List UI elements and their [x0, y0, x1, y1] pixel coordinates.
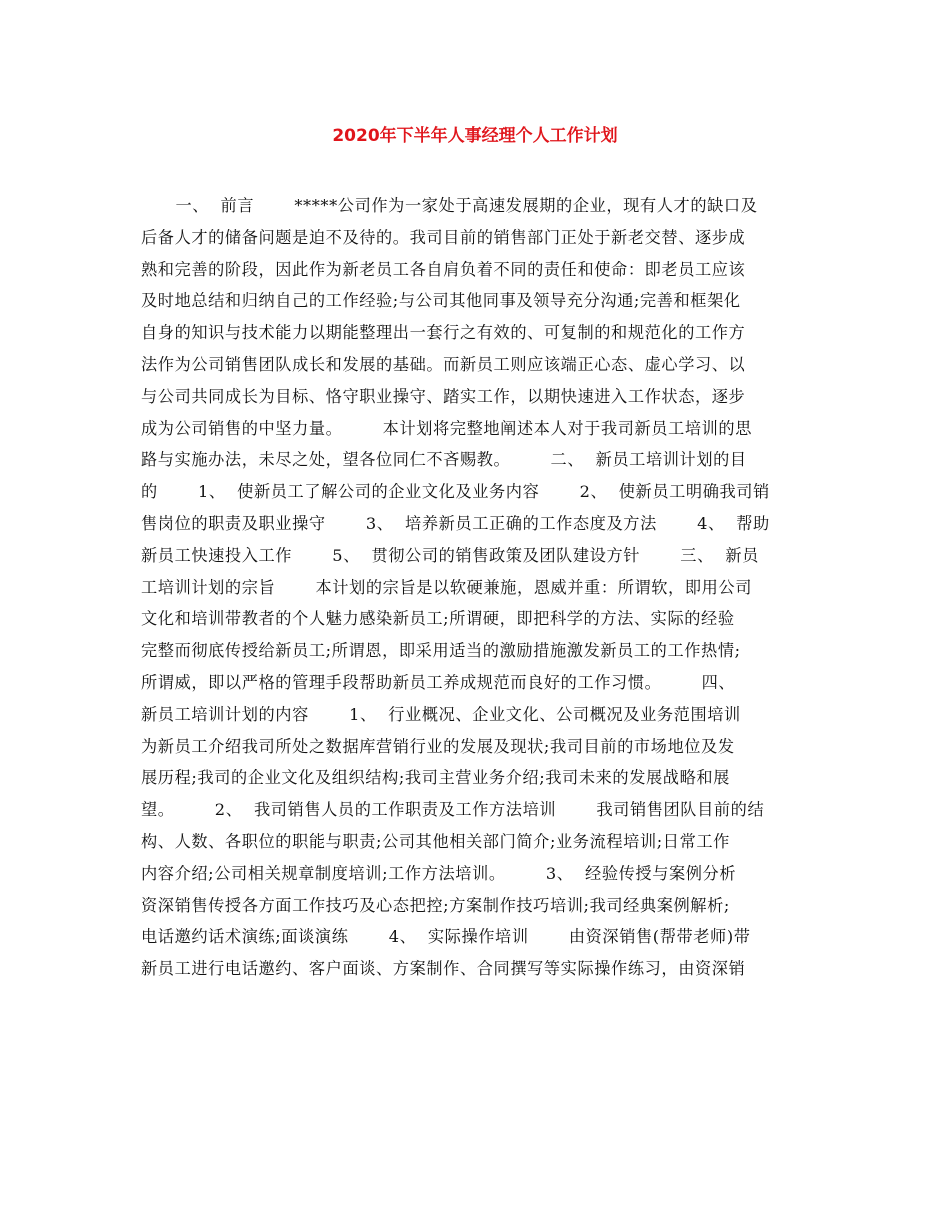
- body-line: 后备人才的储备问题是迫不及待的。我司目前的销售部门正处于新老交替、逐步成: [141, 227, 746, 247]
- body-line: 内容介绍;公司相关规章制度培训;工作方法培训。 3、 经验传授与案例分析: [141, 863, 737, 883]
- body-line: 成为公司销售的中坚力量。 本计划将完整地阐述本人对于我司新员工培训的思: [141, 418, 752, 438]
- body-line: 新员工进行电话邀约、客户面谈、方案制作、合同撰写等实际操作练习，由资深销: [141, 959, 746, 979]
- body-line: 售岗位的职责及职业操守 3、 培养新员工正确的工作态度及方法 4、 帮助: [141, 513, 770, 533]
- body-line: 完整而彻底传授给新员工;所谓恩，即采用适当的激励措施激发新员工的工作热情;: [141, 641, 741, 661]
- body-line: 法作为公司销售团队成长和发展的基础。而新员工则应该端正心态、虚心学习、以: [141, 354, 746, 374]
- document-title: 2020年下半年人事经理个人工作计划: [332, 126, 618, 146]
- body-line: 的 1、 使新员工了解公司的企业文化及业务内容 2、 使新员工明确我司销: [141, 482, 770, 502]
- body-line: 一、 前言 *****公司作为一家处于高速发展期的企业，现有人才的缺口及: [141, 196, 758, 215]
- body-line: 为新员工介绍我司所处之数据库营销行业的发展及现状;我司目前的市场地位及发: [141, 736, 735, 756]
- body-line: 所谓威，即以严格的管理手段帮助新员工养成规范而良好的工作习惯。 四、: [141, 672, 736, 692]
- body-line: 展历程;我司的企业文化及组织结构;我司主营业务介绍;我司未来的发展战略和展: [141, 768, 730, 788]
- body-line: 与公司共同成长为目标、恪守职业操守、踏实工作，以期快速进入工作状态，逐步: [141, 386, 746, 406]
- body-line: 望。 2、 我司销售人员的工作职责及工作方法培训 我司销售团队目前的结: [141, 800, 765, 820]
- body-line: 自身的知识与技术能力以期能整理出一套行之有效的、可复制的和规范化的工作方: [141, 323, 746, 343]
- body-line: 熟和完善的阶段，因此作为新老员工各自肩负着不同的责任和使命：即老员工应该: [141, 259, 746, 279]
- body-line: 电话邀约话术演练;面谈演练 4、 实际操作培训 由资深销售(帮带老师)带: [141, 927, 751, 947]
- body-line: 资深销售传授各方面工作技巧及心态把控;方案制作技巧培训;我司经典案例解析;: [141, 895, 730, 915]
- document-body: [141, 190, 821, 985]
- body-line: 工培训计划的宗旨 本计划的宗旨是以软硬兼施，恩威并重：所谓软，即用公司: [141, 577, 752, 597]
- body-line: 文化和培训带教者的个人魅力感染新员工;所谓硬，即把科学的方法、实际的经验: [141, 609, 735, 629]
- body-line: 构、人数、各职位的职能与职责;公司其他相关部门简介;业务流程培训;日常工作: [141, 831, 730, 851]
- body-line: 新员工培训计划的内容 1、 行业概况、企业文化、公司概况及业务范围培训: [141, 704, 741, 724]
- body-line: 及时地总结和归纳自己的工作经验;与公司其他同事及领导充分沟通;完善和框架化: [141, 291, 741, 311]
- body-line: 路与实施办法，未尽之处，望各位同仁不吝赐教。 二、 新员工培训计划的目: [141, 450, 747, 470]
- body-line: 新员工快速投入工作 5、 贯彻公司的销售政策及团队建设方针 三、 新员: [141, 545, 759, 565]
